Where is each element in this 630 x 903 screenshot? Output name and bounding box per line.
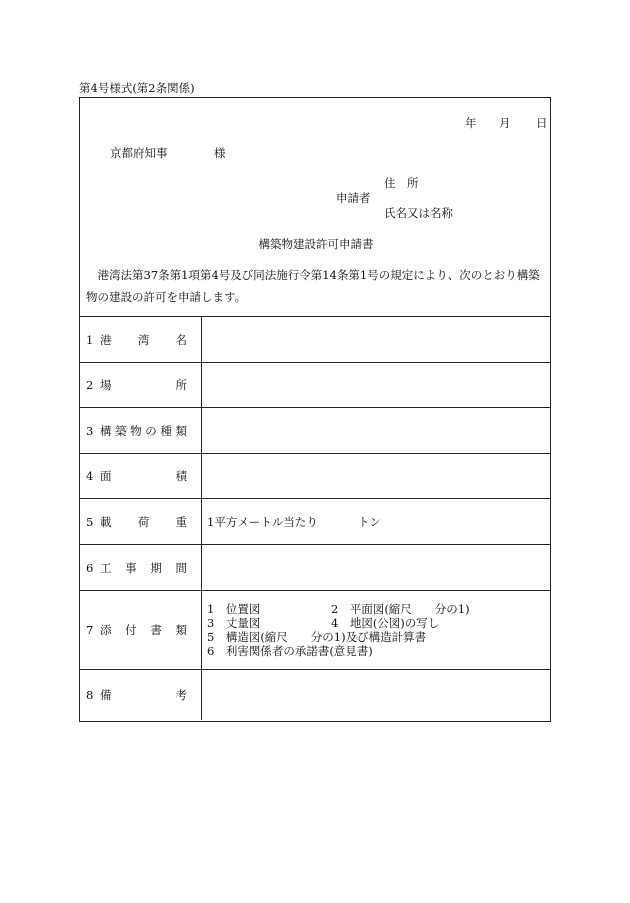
addressee: 京都府知事 (110, 146, 168, 160)
remarks-field[interactable] (202, 670, 550, 720)
row-label (80, 408, 202, 453)
row-label (80, 499, 202, 544)
table-row-structure-type (80, 407, 550, 453)
row-number: 6 (86, 560, 94, 575)
attachment-line (207, 630, 550, 644)
attachments-list (202, 591, 550, 669)
attachment-item: 3 丈量図 (207, 616, 261, 630)
attachment-item: 2 平面図(縮尺 分の1) (331, 602, 470, 616)
document-title: 構築物建設許可申請書 (258, 237, 374, 251)
attachment-line (207, 602, 550, 616)
applicant-label: 申請者 (336, 191, 371, 205)
table-row-construction-period (80, 544, 550, 590)
table-row-location (80, 362, 550, 407)
table-row-load (80, 498, 550, 544)
load-field[interactable] (202, 499, 550, 544)
form-number: 第4号様式(第2条関係) (79, 81, 195, 95)
row-label (80, 545, 202, 590)
date-day-label: 日 (536, 116, 548, 130)
row-name: 構 築 物 の 種 類 (100, 423, 187, 438)
attachment-item: 5 構造図(縮尺 分の1)及び構造計算書 (207, 630, 427, 644)
attachment-item: 4 地図(公図)の写し (331, 616, 440, 630)
row-label (80, 670, 202, 720)
addressee-honorific: 様 (214, 146, 226, 160)
row-number: 1 (86, 332, 94, 347)
row-name: 面 積 (100, 469, 187, 483)
attachment-item: 1 位置図 (207, 602, 261, 616)
area-field[interactable] (202, 454, 550, 498)
row-number: 2 (86, 378, 94, 392)
row-number: 8 (86, 688, 94, 702)
structure-type-field[interactable] (202, 408, 550, 453)
row-name: 港 湾 名 (100, 332, 187, 347)
row-number: 3 (86, 423, 94, 438)
row-name: 備 考 (100, 688, 187, 702)
table-row-remarks (80, 669, 550, 720)
date-year-label: 年 (465, 116, 477, 130)
row-name: 載 荷 重 (100, 514, 187, 529)
row-label (80, 317, 202, 362)
table-row-port (80, 316, 550, 362)
form-table (80, 316, 550, 720)
application-form (79, 97, 551, 722)
applicant-name-label: 氏名又は名称 (384, 206, 453, 220)
row-label (80, 591, 202, 669)
applicant-address-label: 住 所 (384, 176, 419, 190)
application-statement: 港湾法第37条第1項第4号及び同法施行令第14条第1号の規定により、次のとおり構築物の建設の許可を申請します。 (86, 268, 540, 304)
attachment-item: 6 利害関係者の承諾書(意見書) (207, 644, 373, 658)
row-name: 添 付 書 類 (100, 623, 187, 637)
load-unit-label: トン (357, 514, 381, 529)
table-row-area (80, 453, 550, 498)
attachment-line (207, 616, 550, 630)
location-field[interactable] (202, 363, 550, 407)
load-value-label: 1平方メートル当たり (207, 514, 318, 529)
table-row-attachments (80, 590, 550, 669)
row-number: 7 (86, 623, 94, 637)
row-number: 4 (86, 469, 94, 483)
row-name: 工 事 期 間 (100, 560, 187, 575)
load-line (207, 515, 550, 529)
port-name-field[interactable] (202, 317, 550, 362)
row-number: 5 (86, 514, 94, 529)
row-label (80, 454, 202, 498)
date-month-label: 月 (499, 116, 511, 130)
construction-period-field[interactable] (202, 545, 550, 590)
attachment-line (207, 644, 550, 658)
row-name: 場 所 (100, 378, 187, 392)
row-label (80, 363, 202, 407)
